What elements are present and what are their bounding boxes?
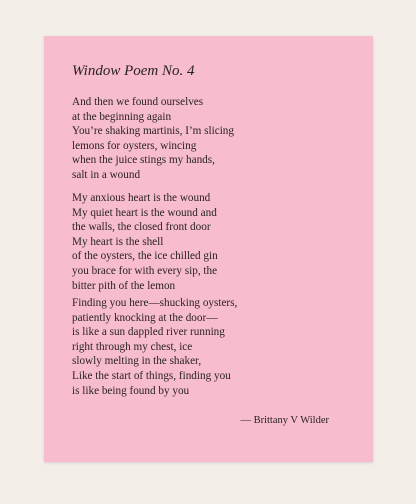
- poem-line: bitter pith of the lemon: [72, 279, 176, 292]
- poem-line: My quiet heart is the wound and: [72, 206, 217, 219]
- poem-line: the walls, the closed front door: [72, 221, 211, 234]
- stanza-2: [72, 191, 218, 293]
- poem-line: you brace for with every sip, the: [72, 264, 218, 277]
- poem-line: is like a sun dappled river running: [72, 326, 225, 339]
- poem-line: lemons for oysters, wincing: [72, 139, 197, 152]
- poem-line: salt in a wound: [72, 168, 141, 181]
- poem-title: Window Poem No. 4: [72, 63, 195, 79]
- poem-line: Like the start of things, finding you: [72, 369, 231, 382]
- poem-author: — Brittany V Wilder: [240, 415, 329, 426]
- poem-line: My heart is the shell: [72, 235, 164, 248]
- poem-line: of the oysters, the ice chilled gin: [72, 250, 218, 263]
- stanza-3: [72, 296, 237, 398]
- poem-line: when the juice stings my hands,: [72, 154, 215, 167]
- poem-line: My anxious heart is the wound: [72, 192, 211, 204]
- poem-line: right through my chest, ice: [72, 340, 193, 353]
- poem-line: Finding you here—shucking oysters,: [72, 297, 238, 309]
- poem-line: is like being found by you: [72, 384, 190, 397]
- poem-line: And then we found ourselves: [72, 96, 204, 108]
- stanza-1: [72, 95, 234, 183]
- poem-line: slowly melting in the shaker,: [72, 355, 202, 368]
- poem-line: at the beginning again: [72, 110, 172, 123]
- poem-line: You’re shaking martinis, I’m slicing: [72, 125, 234, 138]
- poem-card: [44, 36, 373, 462]
- poem-line: patiently knocking at the door—: [72, 311, 218, 324]
